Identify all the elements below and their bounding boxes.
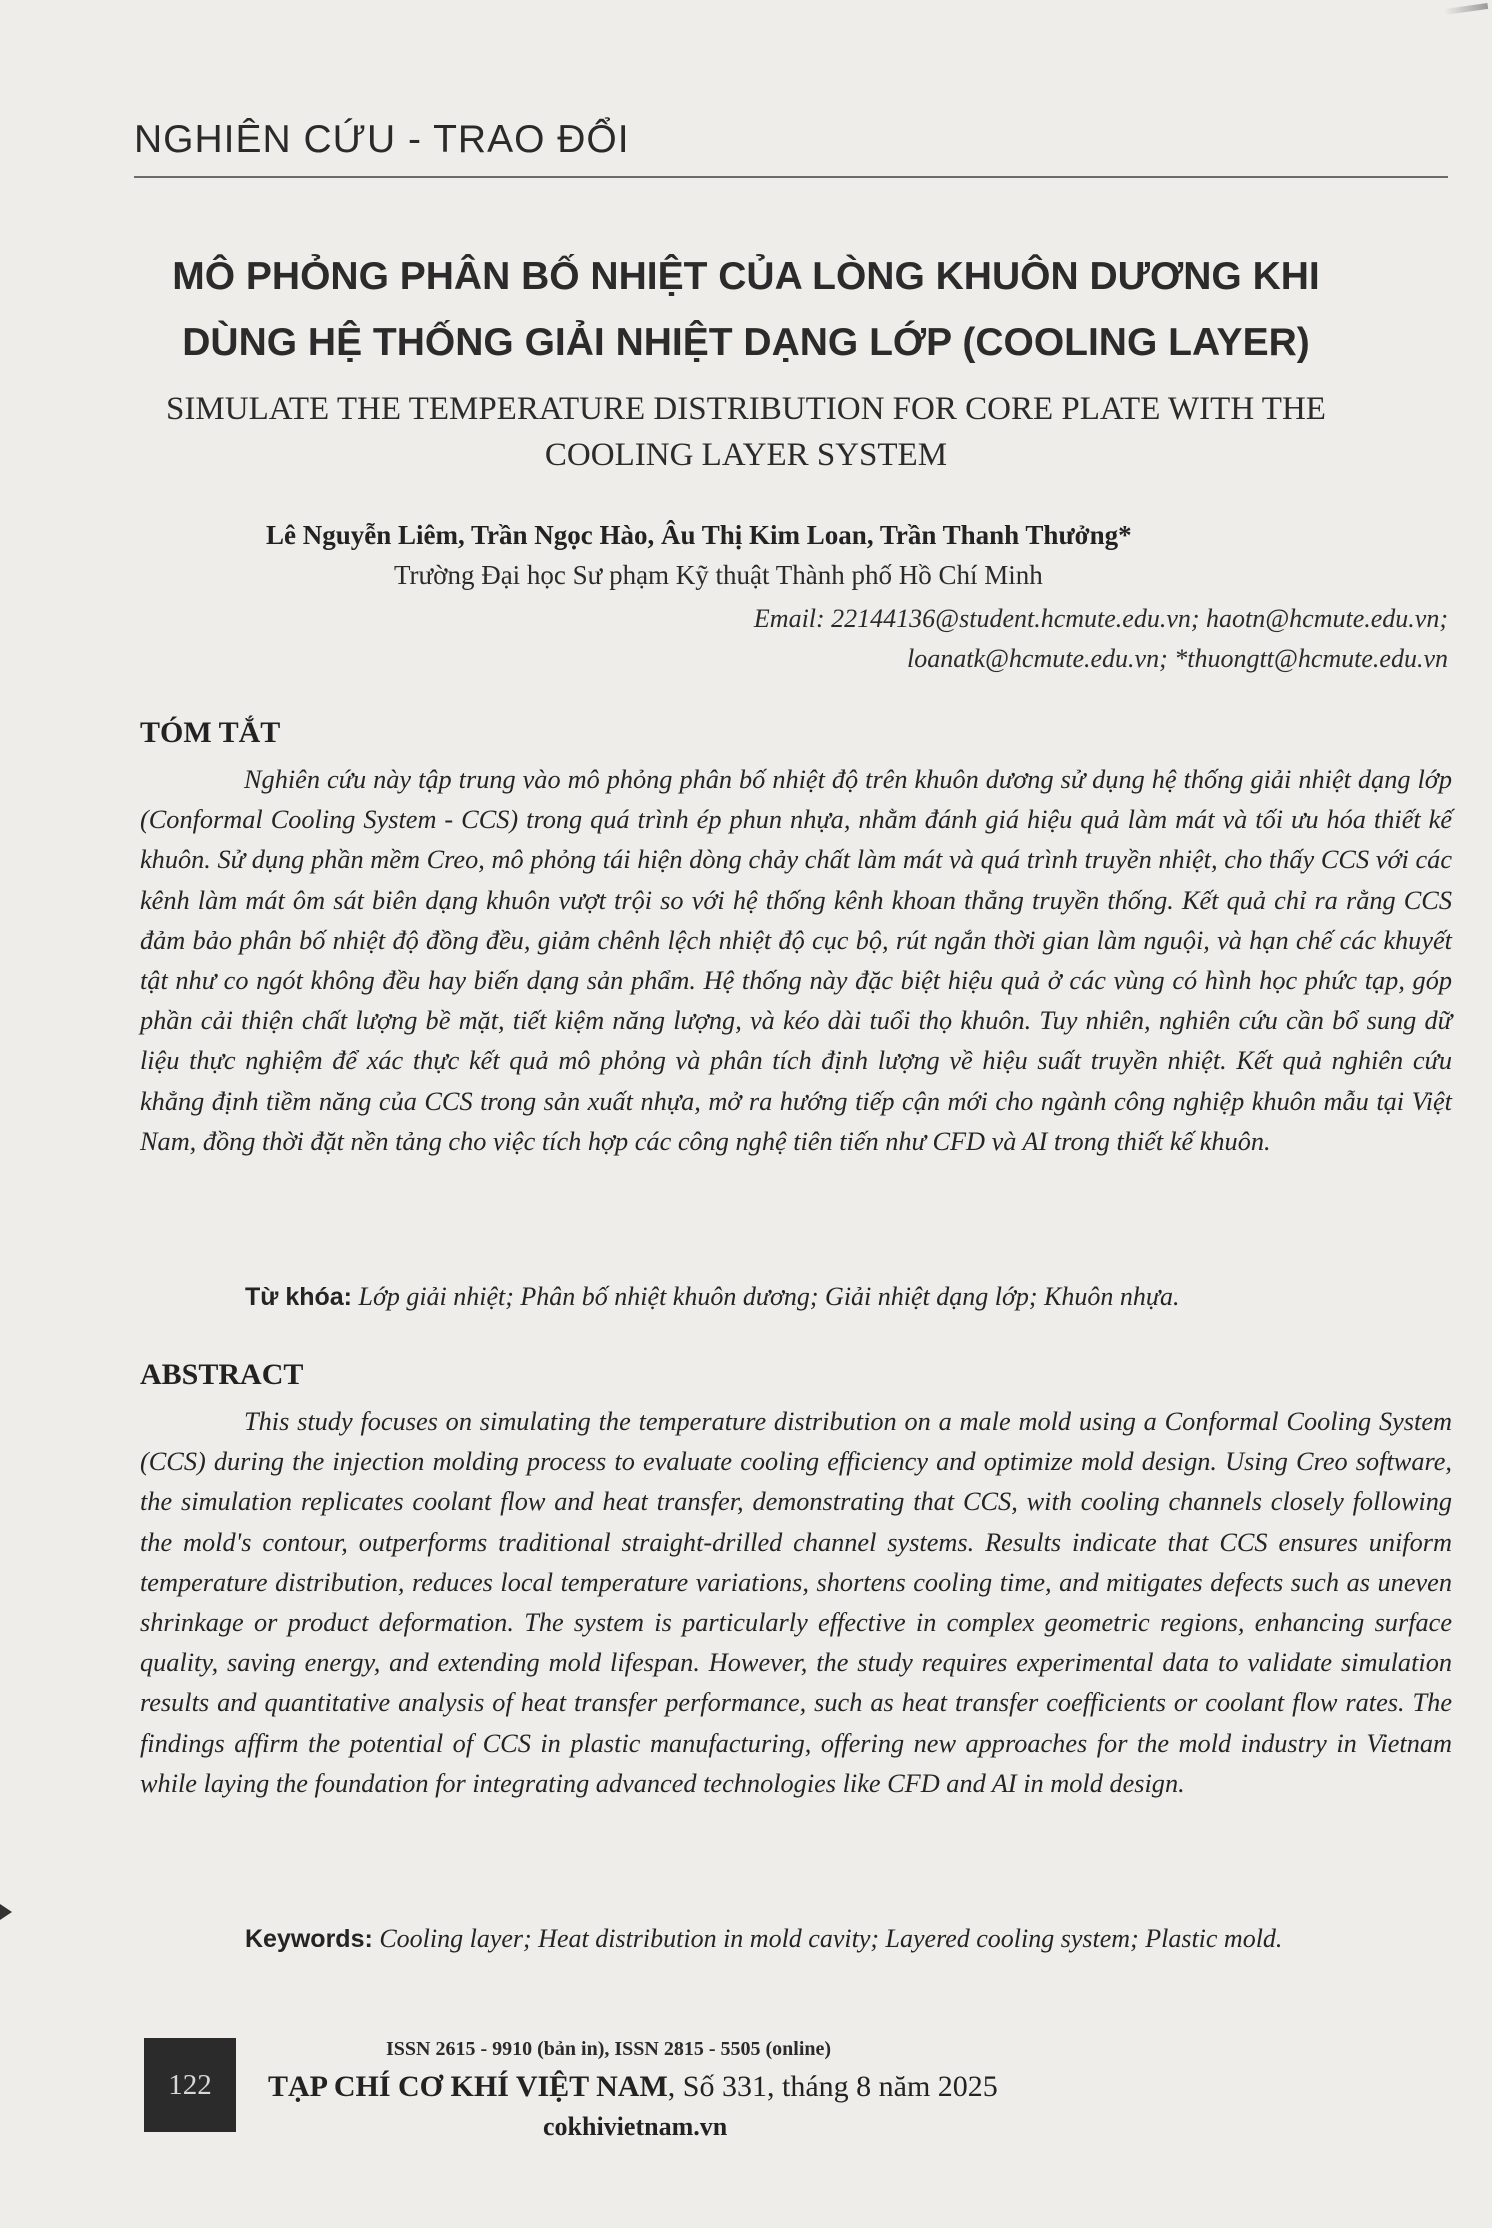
- abstract-heading: ABSTRACT: [140, 1358, 304, 1391]
- keywords-en-text: Cooling layer; Heat distribution in mold cavity; Layered cooling system; Plastic mold.: [379, 1924, 1283, 1953]
- scan-edge-mark: [0, 1904, 12, 1920]
- journal-website: cokhivietnam.vn: [543, 2112, 728, 2141]
- section-header: NGHIÊN CỨU - TRAO ĐỔI: [134, 118, 630, 161]
- journal-citation: [268, 2070, 998, 2104]
- summary-body: Nghiên cứu này tập trung vào mô phỏng phân bố nhiệt độ trên khuôn dương sử dụng hệ thống giải nhiệt dạng lớp (Conformal Cooling System - CCS) trong quá trình ép phun nhựa, nhằm đánh giá hiệu quả làm mát và tối ưu hóa thiết kế khuôn. Sử dụng phần mềm Creo, mô phỏng tái hiện dòng chảy chất làm mát và quá trình truyền nhiệt, cho thấy CCS với các kênh làm mát ôm sát biên dạng khuôn vượt trội so với hệ thống kênh khoan thẳng truyền thống. Kết quả chỉ ra rằng CCS đảm bảo phân bố nhiệt độ đồng đều, giảm chênh lệch nhiệt độ cục bộ, rút ngắn thời gian làm nguội, và hạn chế các khuyết tật như co ngót không đều hay biến dạng sản phẩm. Hệ thống này đặc biệt hiệu quả ở các vùng có hình học phức tạp, góp phần cải thiện chất lượng bề mặt, tiết kiệm năng lượng, và kéo dài tuổi thọ khuôn. Tuy nhiên, nghiên cứu cần bổ sung dữ liệu thực nghiệm để xác thực kết quả mô phỏng và phân tích định lượng về hiệu suất truyền nhiệt. Kết quả nghiên cứu khẳng định tiềm năng của CCS trong sản xuất nhựa, mở ra hướng tiếp cận mới cho ngành công nghiệp khuôn mẫu tại Việt Nam, đồng thời đặt nền tảng cho việc tích hợp các công nghệ tiên tiến như CFD và AI trong thiết kế khuôn.: [140, 765, 1452, 1156]
- abstract-body: This study focuses on simulating the temperature distribution on a male mold using a Conformal Cooling System (CCS) during the injection molding process to evaluate cooling efficiency and optimize mold design. Using Creo software, the simulation replicates coolant flow and heat transfer, demonstrating that CCS, with cooling channels closely following the mold's contour, outperforms traditional straight-drilled channel systems. Results indicate that CCS ensures uniform temperature distribution, reduces local temperature variations, shortens cooling time, and mitigates defects such as uneven shrinkage or product deformation. The system is particularly effective in complex geometric regions, enhancing surface quality, saving energy, and extending mold lifespan. However, the study requires experimental data to validate simulation results and quantitative analysis of heat transfer performance, such as heat transfer coefficients or coolant flow rates. The findings affirm the potential of CCS in plastic manufacturing, offering new approaches for the mold industry in Vietnam while laying the foundation for integrating advanced technologies like CFD and AI in mold design.: [140, 1407, 1452, 1798]
- page-number: 122: [168, 2068, 212, 2101]
- title-english: [140, 386, 1352, 478]
- keywords-english: [245, 1924, 1282, 1954]
- keywords-vi-label: Từ khóa:: [245, 1283, 352, 1311]
- title-vi-line-1: MÔ PHỎNG PHÂN BỐ NHIỆT CỦA LÒNG KHUÔN DƯƠNG KHI: [172, 255, 1320, 298]
- author-email-line-1: Email: 22144136@student.hcmute.edu.vn; haotn@hcmute.edu.vn;: [753, 604, 1448, 633]
- keywords-vi-text: Lớp giải nhiệt; Phân bố nhiệt khuôn dương; Giải nhiệt dạng lớp; Khuôn nhựa.: [358, 1282, 1180, 1311]
- title-vi-line-2: DÙNG HỆ THỐNG GIẢI NHIỆT DẠNG LỚP (COOLING LAYER): [182, 321, 1310, 364]
- journal-name: TẠP CHÍ CƠ KHÍ VIỆT NAM: [268, 2070, 668, 2103]
- summary-heading: TÓM TẮT: [140, 716, 281, 749]
- page-number-box: [144, 2038, 236, 2132]
- author-affiliation: Trường Đại học Sư phạm Kỹ thuật Thành phố Hồ Chí Minh: [394, 560, 1043, 590]
- journal-issue: , Số 331, tháng 8 năm 2025: [667, 2070, 998, 2103]
- title-en-line-2: COOLING LAYER SYSTEM: [544, 437, 948, 473]
- title-vietnamese: [140, 244, 1352, 376]
- header-rule: [134, 176, 1448, 178]
- author-email-line-2: loanatk@hcmute.edu.vn; *thuongtt@hcmute.edu.vn: [907, 644, 1448, 673]
- scan-corner-mark: [1444, 3, 1488, 15]
- author-names: Lê Nguyễn Liêm, Trần Ngọc Hào, Âu Thị Kim Loan, Trần Thanh Thưởng*: [266, 520, 1132, 550]
- keywords-vietnamese: [245, 1282, 1180, 1312]
- keywords-en-label: Keywords:: [245, 1925, 373, 1953]
- title-en-line-1: SIMULATE THE TEMPERATURE DISTRIBUTION FOR CORE PLATE WITH THE: [166, 391, 1326, 427]
- issn-line: ISSN 2615 - 9910 (bản in), ISSN 2815 - 5505 (online): [386, 2038, 832, 2060]
